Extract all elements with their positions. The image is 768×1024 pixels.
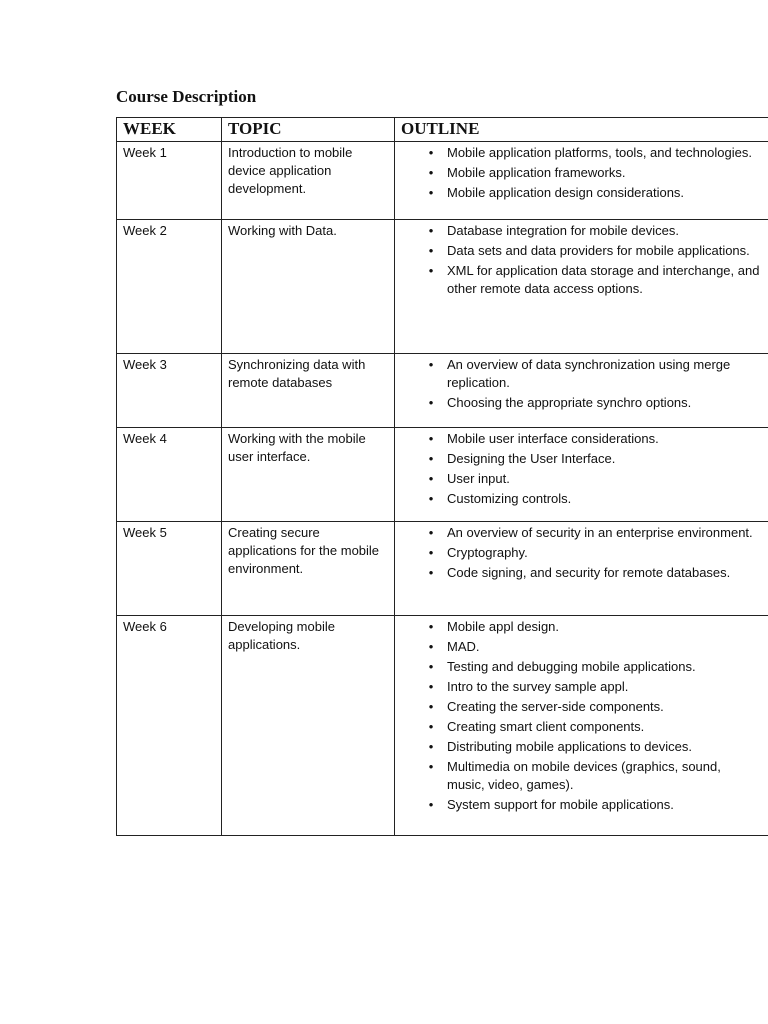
topic-cell: Developing mobile applications. — [222, 616, 395, 836]
outline-item — [395, 678, 762, 696]
column-header-week: WEEK — [117, 118, 222, 142]
outline-item-text: Cryptography. — [447, 545, 528, 560]
table-row — [117, 354, 768, 428]
week-cell: Week 1 — [117, 142, 222, 220]
outline-item-text: Distributing mobile applications to devices. — [447, 739, 692, 754]
outline-item — [395, 738, 762, 756]
outline-list — [395, 618, 762, 814]
table-row — [117, 428, 768, 522]
outline-item — [395, 638, 762, 656]
outline-item-text: Creating smart client components. — [447, 719, 645, 734]
bullet-icon: • — [428, 223, 434, 238]
outline-item — [395, 658, 762, 676]
bullet-icon: • — [428, 491, 434, 506]
outline-item — [395, 394, 762, 412]
bullet-icon: • — [428, 545, 434, 560]
outline-item — [395, 242, 762, 260]
bullet-icon: • — [428, 165, 434, 180]
outline-cell — [395, 522, 768, 616]
outline-item-text: Choosing the appropriate synchro options. — [447, 395, 692, 410]
outline-item — [395, 698, 762, 716]
week-cell: Week 4 — [117, 428, 222, 522]
outline-item-text: XML for application data storage and interchange, and other remote data access options. — [447, 263, 760, 296]
outline-item-text: User input. — [447, 471, 510, 486]
outline-item-text: Multimedia on mobile devices (graphics, sound, music, video, games). — [447, 759, 721, 792]
outline-item-text: Intro to the survey sample appl. — [447, 679, 629, 694]
outline-cell — [395, 220, 768, 354]
bullet-icon: • — [428, 243, 434, 258]
topic-cell: Working with the mobile user interface. — [222, 428, 395, 522]
table-row — [117, 522, 768, 616]
bullet-icon: • — [428, 431, 434, 446]
outline-item — [395, 450, 762, 468]
outline-item-text: Creating the server-side components. — [447, 699, 664, 714]
bullet-icon: • — [428, 357, 434, 372]
week-cell: Week 5 — [117, 522, 222, 616]
outline-list — [395, 222, 762, 298]
outline-item-text: Mobile application platforms, tools, and technologies. — [447, 145, 752, 160]
bullet-icon: • — [428, 699, 434, 714]
outline-item — [395, 184, 762, 202]
outline-item-text: Designing the User Interface. — [447, 451, 616, 466]
bullet-icon: • — [428, 471, 434, 486]
bullet-icon: • — [428, 525, 434, 540]
outline-list — [395, 430, 762, 508]
bullet-icon: • — [428, 451, 434, 466]
table-row — [117, 220, 768, 354]
outline-item-text: An overview of data synchronization using merge replication. — [447, 357, 731, 390]
week-cell: Week 3 — [117, 354, 222, 428]
week-cell: Week 6 — [117, 616, 222, 836]
outline-item-text: Code signing, and security for remote databases. — [447, 565, 731, 580]
table-body — [117, 142, 768, 836]
outline-item-text: System support for mobile applications. — [447, 797, 674, 812]
outline-cell — [395, 142, 768, 220]
bullet-icon: • — [428, 395, 434, 410]
outline-item-text: Mobile appl design. — [447, 619, 560, 634]
outline-item-text: Testing and debugging mobile applications. — [447, 659, 696, 674]
outline-item — [395, 544, 762, 562]
bullet-icon: • — [428, 679, 434, 694]
outline-item-text: Mobile application design considerations. — [447, 185, 685, 200]
bullet-icon: • — [428, 619, 434, 634]
topic-cell: Working with Data. — [222, 220, 395, 354]
table-row — [117, 142, 768, 220]
outline-item — [395, 470, 762, 488]
outline-item-text: MAD. — [447, 639, 480, 654]
outline-item — [395, 718, 762, 736]
outline-item-text: Data sets and data providers for mobile applications. — [447, 243, 750, 258]
outline-item-text: Mobile user interface considerations. — [447, 431, 659, 446]
course-table — [116, 117, 768, 836]
outline-item — [395, 758, 762, 794]
outline-item — [395, 618, 762, 636]
outline-list — [395, 524, 762, 582]
bullet-icon: • — [428, 719, 434, 734]
bullet-icon: • — [428, 659, 434, 674]
topic-cell: Creating secure applications for the mobile environment. — [222, 522, 395, 616]
outline-item — [395, 164, 762, 182]
outline-list — [395, 144, 762, 202]
outline-item-text: An overview of security in an enterprise environment. — [447, 525, 753, 540]
bullet-icon: • — [428, 263, 434, 278]
bullet-icon: • — [428, 759, 434, 774]
week-cell: Week 2 — [117, 220, 222, 354]
outline-item-text: Database integration for mobile devices. — [447, 223, 679, 238]
bullet-icon: • — [428, 739, 434, 754]
outline-item — [395, 430, 762, 448]
bullet-icon: • — [428, 639, 434, 654]
outline-cell — [395, 428, 768, 522]
outline-item-text: Customizing controls. — [447, 491, 572, 506]
outline-list — [395, 356, 762, 412]
outline-item — [395, 524, 762, 542]
bullet-icon: • — [428, 145, 434, 160]
outline-item — [395, 796, 762, 814]
outline-cell — [395, 354, 768, 428]
page-title: Course Description — [116, 87, 257, 106]
column-header-topic: TOPIC — [222, 118, 395, 142]
topic-cell: Synchronizing data with remote databases — [222, 354, 395, 428]
outline-item — [395, 490, 762, 508]
outline-item-text: Mobile application frameworks. — [447, 165, 626, 180]
outline-item — [395, 222, 762, 240]
bullet-icon: • — [428, 185, 434, 200]
table-row — [117, 616, 768, 836]
outline-item — [395, 356, 762, 392]
outline-item — [395, 262, 762, 298]
outline-cell — [395, 616, 768, 836]
bullet-icon: • — [428, 797, 434, 812]
table-header-row — [117, 118, 768, 142]
topic-cell: Introduction to mobile device application development. — [222, 142, 395, 220]
bullet-icon: • — [428, 565, 434, 580]
outline-item — [395, 144, 762, 162]
column-header-outline: OUTLINE — [395, 118, 768, 142]
outline-item — [395, 564, 762, 582]
